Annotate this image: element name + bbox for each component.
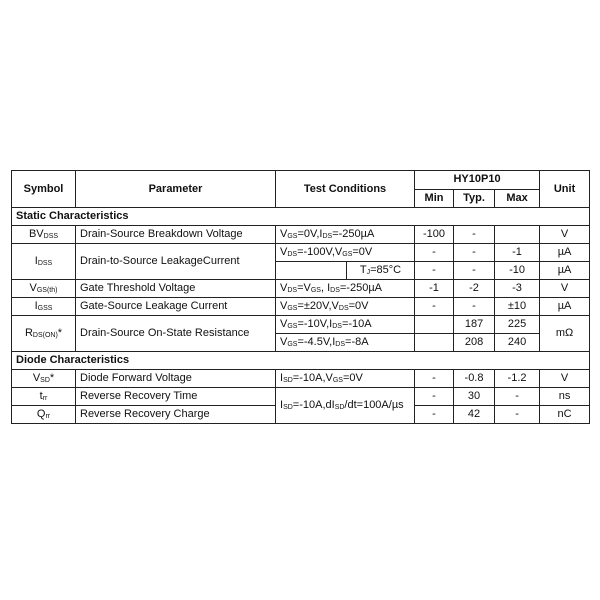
min-cell: - bbox=[415, 370, 454, 388]
condition-cell: $V_{GS}=-10V,I_{DS}=-10A$ bbox=[276, 316, 415, 334]
min-cell bbox=[415, 316, 454, 334]
section-row-diode bbox=[12, 352, 590, 370]
min-cell: - bbox=[415, 388, 454, 406]
min-cell: -100 bbox=[415, 226, 454, 244]
unit-cell: ns bbox=[540, 388, 590, 406]
parameter-cell: Gate-Source Leakage Current bbox=[76, 298, 276, 316]
parameter-cell: Reverse Recovery Time bbox=[76, 388, 276, 406]
electrical-characteristics-table bbox=[11, 170, 590, 424]
condition-cell: $V_{DS}=V_{GS}$, $I_{DS}=-250\mu A$ bbox=[276, 280, 415, 298]
parameter-cell: Drain-Source On-State Resistance bbox=[76, 316, 276, 352]
max-cell: -1 bbox=[495, 244, 540, 262]
max-cell: - bbox=[495, 406, 540, 424]
condition-cell: $V_{DS}=-100V,V_{GS}=0V$ bbox=[276, 244, 415, 262]
max-cell: -10 bbox=[495, 262, 540, 280]
condition-cell: $I_{SD}=-10A,V_{GS}=0V$ bbox=[276, 370, 415, 388]
parameter-header: Parameter bbox=[76, 171, 276, 208]
condition-cell: $V_{GS}=0V,I_{DS}=-250\mu A$ bbox=[276, 226, 415, 244]
parameter-cell: Diode Forward Voltage bbox=[76, 370, 276, 388]
min-cell: - bbox=[415, 244, 454, 262]
condition-cell: $I_{SD}=-10A,dI_{SD}/dt=100A/\mu s$ bbox=[276, 388, 415, 424]
typ-cell: - bbox=[454, 298, 495, 316]
section-title-diode: Diode Characteristics bbox=[12, 352, 590, 370]
typ-cell: -2 bbox=[454, 280, 495, 298]
parameter-cell: Drain-Source Breakdown Voltage bbox=[76, 226, 276, 244]
table-row-trr bbox=[12, 388, 590, 406]
symbol-cell: $I_{DSS}$ bbox=[12, 244, 76, 280]
table-row-vsd bbox=[12, 370, 590, 388]
typ-cell: -0.8 bbox=[454, 370, 495, 388]
typ-cell: - bbox=[454, 244, 495, 262]
condition-cell: $T_J=85^\circ C$ bbox=[347, 262, 415, 280]
unit-cell: µA bbox=[540, 262, 590, 280]
symbol-cell: $Q_{rr}$ bbox=[12, 406, 76, 424]
min-cell: - bbox=[415, 406, 454, 424]
typ-cell: 208 bbox=[454, 334, 495, 352]
parameter-cell: Reverse Recovery Charge bbox=[76, 406, 276, 424]
table-row-igss bbox=[12, 298, 590, 316]
condition-cell: $V_{GS}=\pm 20V,V_{DS}=0V$ bbox=[276, 298, 415, 316]
min-cell bbox=[415, 334, 454, 352]
typ-cell: 30 bbox=[454, 388, 495, 406]
test-conditions-header: Test Conditions bbox=[276, 171, 415, 208]
max-cell: 225 bbox=[495, 316, 540, 334]
unit-cell: µA bbox=[540, 244, 590, 262]
symbol-header: Symbol bbox=[12, 171, 76, 208]
symbol-cell: $R_{DS(ON)}*$ bbox=[12, 316, 76, 352]
unit-cell: V bbox=[540, 280, 590, 298]
max-cell: -3 bbox=[495, 280, 540, 298]
min-cell: - bbox=[415, 262, 454, 280]
max-cell: 240 bbox=[495, 334, 540, 352]
min-cell: - bbox=[415, 298, 454, 316]
symbol-cell: $BV_{DSS}$ bbox=[12, 226, 76, 244]
parameter-cell: Gate Threshold Voltage bbox=[76, 280, 276, 298]
unit-cell: nC bbox=[540, 406, 590, 424]
symbol-cell: $V_{SD}*$ bbox=[12, 370, 76, 388]
condition-spacer-cell bbox=[276, 262, 347, 280]
max-cell: - bbox=[495, 388, 540, 406]
table-row-idss bbox=[12, 244, 590, 262]
section-row-static bbox=[12, 208, 590, 226]
symbol-cell: $t_{rr}$ bbox=[12, 388, 76, 406]
section-title-static: Static Characteristics bbox=[12, 208, 590, 226]
table-row-bvdss bbox=[12, 226, 590, 244]
max-cell: ±10 bbox=[495, 298, 540, 316]
part-number-header: HY10P10 bbox=[415, 171, 540, 190]
unit-cell: V bbox=[540, 226, 590, 244]
table-row-rdson bbox=[12, 316, 590, 334]
parameter-cell: Drain-to-Source LeakageCurrent bbox=[76, 244, 276, 280]
table-row-vgsth bbox=[12, 280, 590, 298]
unit-header: Unit bbox=[540, 171, 590, 208]
typ-cell: - bbox=[454, 262, 495, 280]
condition-cell: $V_{GS}=-4.5V,I_{DS}=-8A$ bbox=[276, 334, 415, 352]
typ-cell: - bbox=[454, 226, 495, 244]
max-cell bbox=[495, 226, 540, 244]
header-row bbox=[12, 171, 590, 190]
typ-cell: 42 bbox=[454, 406, 495, 424]
symbol-cell: $I_{GSS}$ bbox=[12, 298, 76, 316]
symbol-cell: $V_{GS(th)}$ bbox=[12, 280, 76, 298]
min-cell: -1 bbox=[415, 280, 454, 298]
min-header: Min bbox=[415, 189, 454, 208]
typ-cell: 187 bbox=[454, 316, 495, 334]
typ-header: Typ. bbox=[454, 189, 495, 208]
max-header: Max bbox=[495, 189, 540, 208]
unit-cell: mΩ bbox=[540, 316, 590, 352]
max-cell: -1.2 bbox=[495, 370, 540, 388]
unit-cell: V bbox=[540, 370, 590, 388]
unit-cell: µA bbox=[540, 298, 590, 316]
